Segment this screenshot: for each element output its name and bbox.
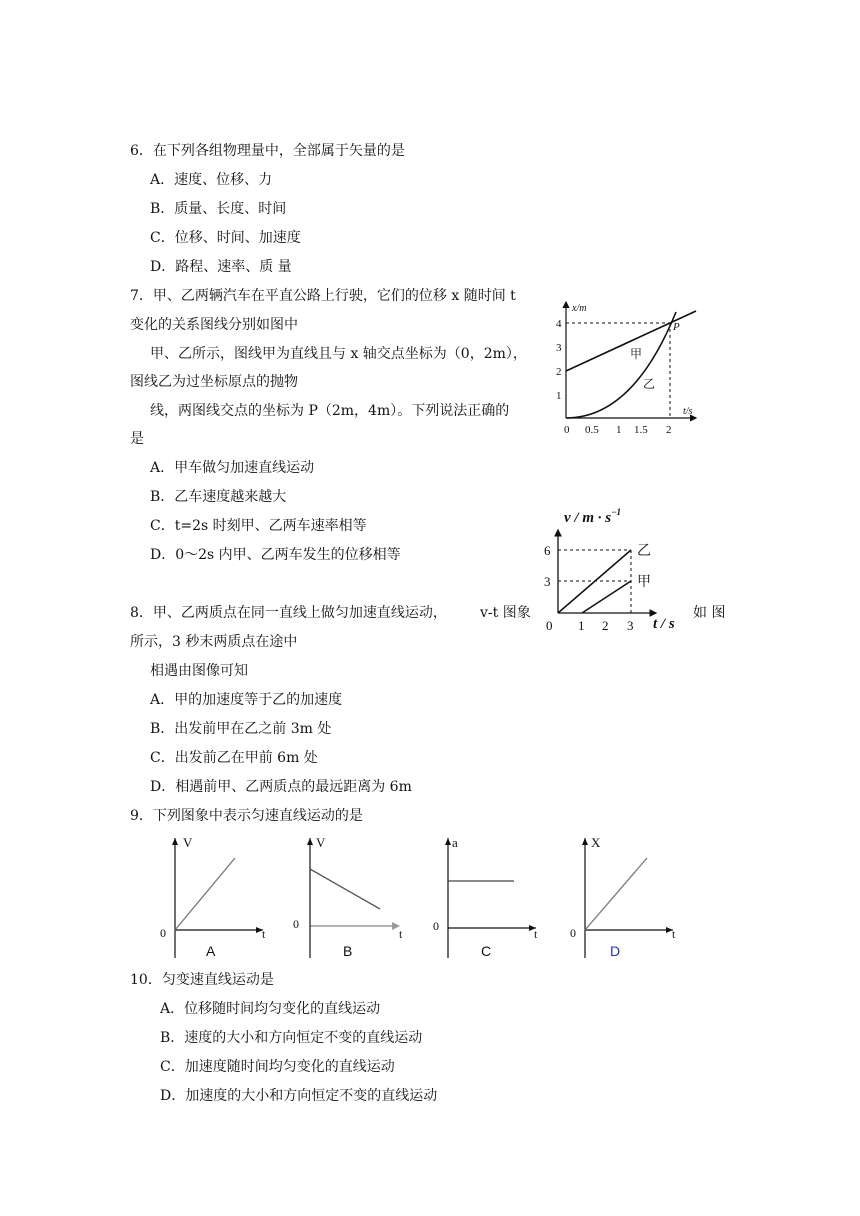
q9c-y-arrow: [445, 838, 451, 845]
q6-option-c: C．位移、时间、加速度: [150, 230, 301, 246]
q7-x-tick-2: 2: [666, 424, 672, 436]
q8-label-jia: 甲: [637, 575, 651, 590]
q8-option-c: C．出发前乙在甲前 6m 处: [150, 750, 318, 766]
q9a-y-arrow: [172, 838, 178, 845]
q7-line-jia: [566, 311, 696, 371]
q7-y-tick-1: 1: [556, 390, 562, 402]
q9c-x-label: t: [534, 927, 538, 941]
q8-option-b: B．出发前甲在乙之前 3m 处: [150, 721, 332, 737]
q9b-graph-line: [310, 869, 380, 909]
q9d-y-arrow: [582, 838, 588, 845]
q7-y-tick-3: 3: [556, 342, 562, 354]
q7-stem-line-4: 图线乙为过坐标原点的抛物: [130, 374, 298, 390]
q8-x-tick-2: 2: [602, 618, 609, 633]
q9d-origin: 0: [570, 926, 576, 940]
q8-y-axis-label: $v / m \cdot s^{-1}$: [564, 507, 622, 526]
q9-graph-a: [155, 830, 273, 962]
q9-stem: 9．下列图象中表示匀速直线运动的是: [130, 808, 363, 824]
q9d-caption: D: [610, 943, 621, 959]
q10-option-a: A．位移随时间均匀变化的直线运动: [160, 1001, 381, 1017]
q6-stem: 6．在下列各组物理量中，全部属于矢量的是: [130, 143, 405, 159]
q7-option-c: C．t=2s 时刻甲、乙两车速率相等: [150, 518, 367, 534]
q9d-y-label: X: [591, 835, 601, 850]
q8-stem-line-1-left: 8．甲、乙两质点在同一直线上做匀加速直线运动，: [130, 605, 447, 621]
q7-label-jia: 甲: [630, 347, 643, 361]
q8-x-axis-label: t / s: [653, 616, 675, 632]
q9b-y-arrow: [307, 838, 313, 845]
q9d-x-label: t: [672, 927, 676, 941]
q9a-y-label: V: [183, 835, 193, 850]
q8-label-yi: 乙: [637, 544, 651, 559]
q8-stem-line-3: 相遇由图像可知: [150, 663, 248, 679]
q9b-caption: B: [343, 943, 353, 959]
q7-option-d: D．0～2s 内甲、乙两车发生的位移相等: [150, 547, 401, 563]
q8-stem-line-1-right: 如 图: [693, 605, 726, 621]
q7-stem-line-5: 线，两图线交点的坐标为 P（2m，4m）。下列说法正确的: [150, 403, 510, 419]
q7-x-tick-0: 0: [564, 424, 570, 436]
q9a-caption: A: [206, 943, 216, 959]
q7-x-tick-1: 1: [616, 424, 622, 436]
q8-y-tick-6: 6: [544, 543, 551, 558]
q9c-origin: 0: [433, 919, 439, 933]
q6-option-a: A．速度、位移、力: [150, 172, 273, 188]
q7-option-a: A．甲车做匀加速直线运动: [150, 460, 315, 476]
q8-x-tick-0: 0: [546, 618, 553, 633]
q8-stem-line-2: 所示，3 秒末两质点在途中: [130, 634, 298, 650]
q8-x-tick-1: 1: [578, 618, 585, 633]
q6-option-d: D．路程、速率、质 量: [150, 259, 292, 275]
q9b-origin: 0: [293, 917, 299, 931]
q8-x-tick-3: 3: [627, 618, 634, 633]
q9a-origin: 0: [160, 926, 166, 940]
q7-option-b: B．乙车速度越来越大: [150, 489, 287, 505]
q7-x-axis-label: t/s: [683, 406, 693, 417]
q10-option-b: B．速度的大小和方向恒定不变的直线运动: [160, 1030, 423, 1046]
q7-stem-line-2: 变化的关系图线分别如图中: [130, 317, 298, 333]
q10-option-d: D．加速度的大小和方向恒定不变的直线运动: [160, 1088, 438, 1104]
q7-x-tick-0.5: 0.5: [585, 424, 599, 436]
q7-point-p: P: [673, 321, 680, 333]
q9c-y-label: a: [452, 835, 458, 850]
q8-y-tick-3: 3: [544, 574, 551, 589]
q8-option-a: A．甲的加速度等于乙的加速度: [150, 692, 343, 708]
q7-label-yi: 乙: [643, 377, 656, 391]
q9d-graph-line: [585, 858, 647, 930]
q7-x-tick-1.5: 1.5: [634, 424, 648, 436]
q7-xt-graph: [548, 292, 708, 442]
q9b-y-label: V: [316, 835, 326, 850]
q7-y-axis-label: x/m: [572, 303, 587, 314]
q9b-x-label: t: [399, 927, 403, 941]
q10-stem: 10．匀变速直线运动是: [130, 972, 274, 988]
q7-stem-line-3: 甲、乙所示，图线甲为直线且与 x 轴交点坐标为（0，2m），: [150, 346, 527, 362]
q7-y-tick-2: 2: [556, 366, 562, 378]
q8-option-d: D．相遇前甲、乙两质点的最远距离为 6m: [150, 779, 412, 795]
q8-vt-graph: [538, 500, 688, 636]
q7-stem-line-1: 7．甲、乙两辆汽车在平直公路上行驶，它们的位移 x 随时间 t: [130, 288, 516, 304]
q7-y-tick-4: 4: [556, 318, 562, 330]
q9-graph-c: [428, 830, 546, 962]
q8-stem-line-1-mid: v-t 图象: [480, 605, 531, 621]
q10-option-c: C．加速度随时间均匀变化的直线运动: [160, 1059, 395, 1075]
q9c-caption: C: [481, 943, 492, 959]
q9a-x-label: t: [262, 927, 266, 941]
q7-stem-line-6: 是: [130, 431, 144, 447]
q9a-graph-line: [175, 858, 235, 930]
q6-option-b: B．质量、长度、时间: [150, 201, 287, 217]
q9-graph-d: [565, 830, 683, 962]
q9-graph-b: [290, 830, 408, 962]
